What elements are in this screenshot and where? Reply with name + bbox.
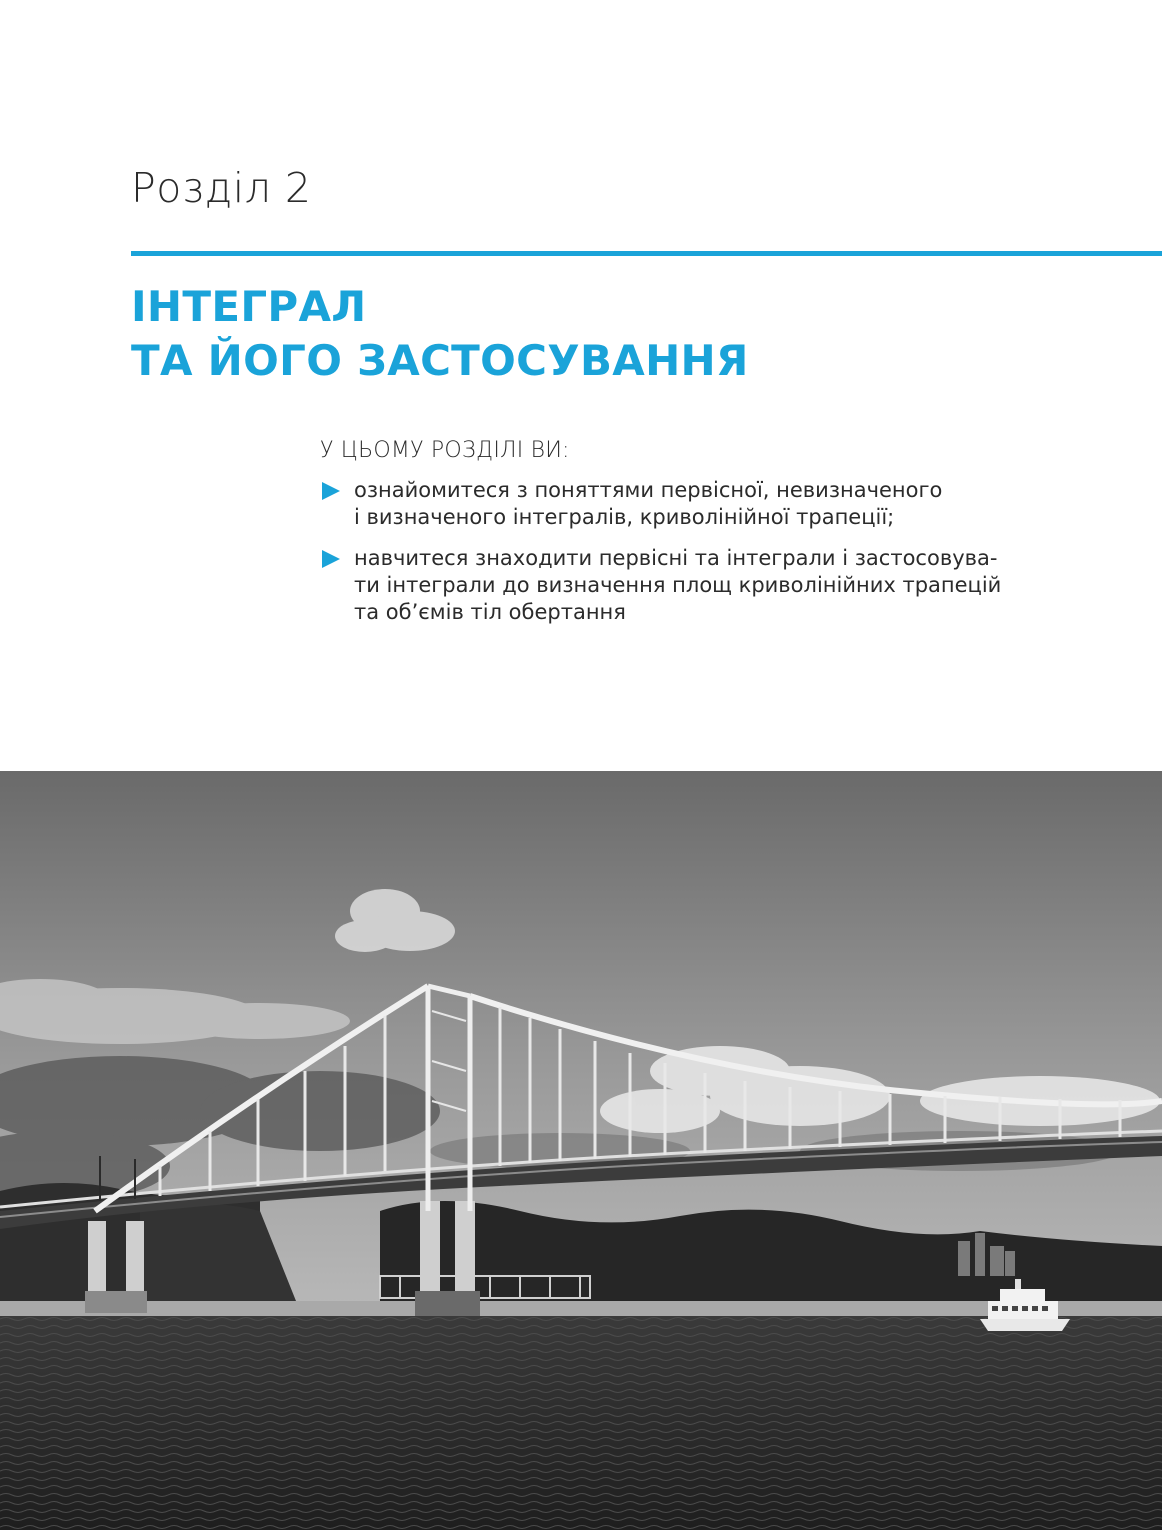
list-item (320, 477, 1060, 531)
objectives-list (320, 477, 1060, 626)
bridge-photo (0, 771, 1162, 1530)
list-item (320, 545, 1060, 626)
bridge-photo-image (0, 771, 1162, 1530)
chapter-title-line-1: ІНТЕГРАЛ (131, 282, 367, 331)
triangle-bullet-icon (322, 482, 340, 500)
chapter-title (131, 280, 749, 388)
section-label: Розділ 2 (131, 164, 312, 212)
accent-rule (131, 251, 1162, 256)
chapter-title-line-2: ТА ЙОГО ЗАСТОСУВАННЯ (131, 336, 749, 385)
chapter-intro (320, 438, 1060, 640)
bullet-text: ознайомитеся з поняттями первісної, невизначеного і визначеного інтегралів, криволінійної трапеції; (354, 478, 943, 529)
triangle-bullet-icon (322, 550, 340, 568)
bullet-text: навчитеся знаходити первісні та інтеграли і застосовува- ти інтеграли до визначення площ криволінійних трапецій та об’ємів тіл обертання (354, 546, 1002, 624)
intro-heading: У ЦЬОМУ РОЗДІЛІ ВИ: (320, 438, 570, 463)
